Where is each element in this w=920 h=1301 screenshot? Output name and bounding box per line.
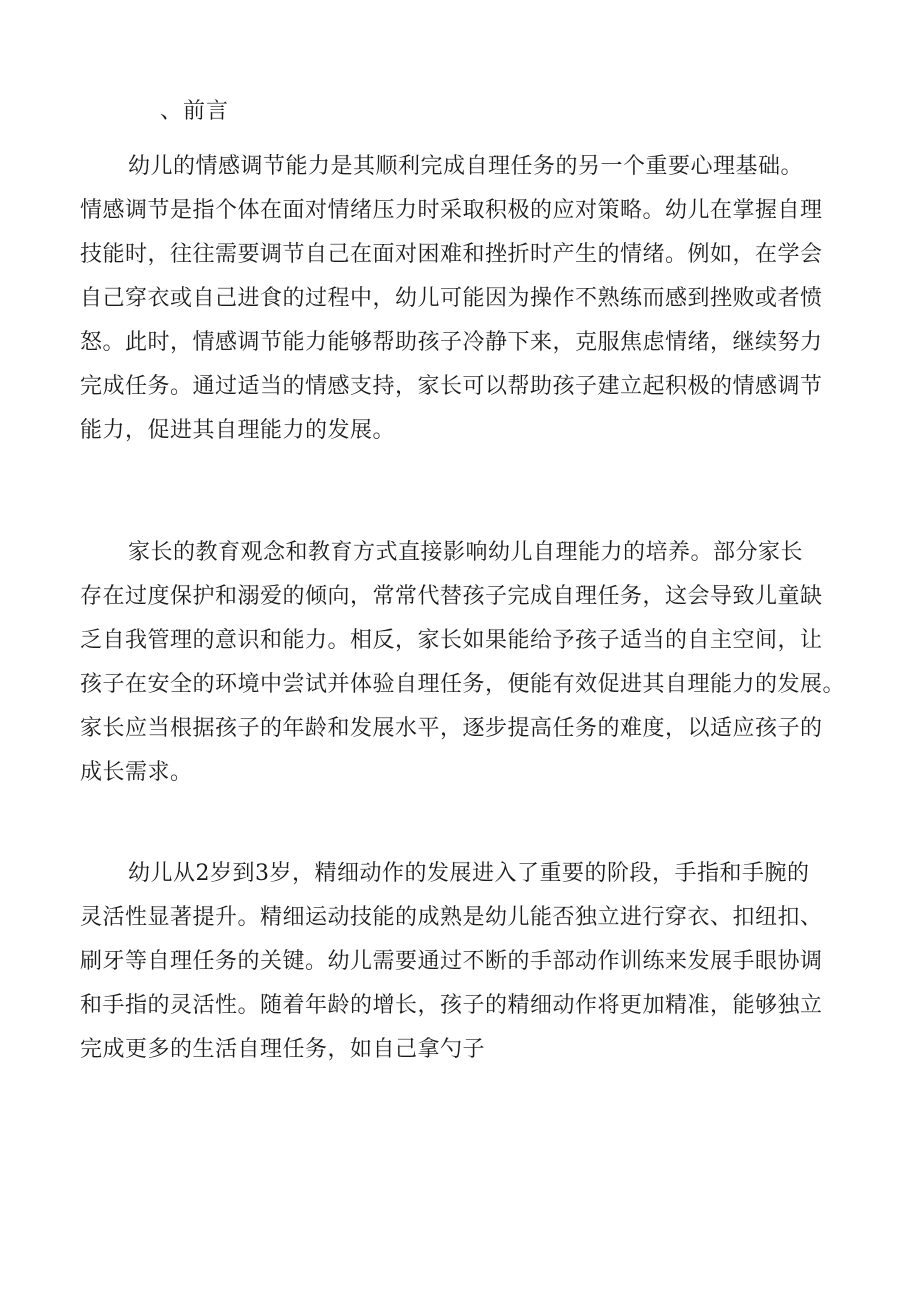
paragraph-line: 情感调节是指个体在面对情绪压力时采取积极的应对策略。幼儿在掌握自理 — [80, 198, 823, 223]
paragraph-line: 自己穿衣或自己进食的过程中，幼儿可能因为操作不熟练而感到挫败或者愤 — [80, 286, 823, 311]
paragraph-line: 刷牙等自理任务的关键。幼儿需要通过不断的手部动作训练来发展手眼协调 — [80, 949, 823, 974]
section-heading: 、前言 — [160, 99, 230, 124]
paragraph-line: 家长应当根据孩子的年龄和发展水平，逐步提高任务的难度，以适应孩子的 — [80, 716, 823, 741]
paragraph-line: 幼儿的情感调节能力是其顺利完成自理任务的另一个重要心理基础。 — [128, 154, 804, 179]
paragraph-line: 幼儿从2岁到3岁，精细动作的发展进入了重要的阶段，手指和手腕的 — [128, 861, 810, 886]
paragraph-line: 和手指的灵活性。随着年龄的增长，孩子的精细动作将更加精准，能够独立 — [80, 993, 823, 1018]
paragraph-line: 能力，促进其自理能力的发展。 — [80, 418, 396, 443]
paragraph-line: 孩子在安全的环境中尝试并体验自理任务，便能有效促进其自理能力的发展。 — [80, 672, 846, 697]
paragraph-parenting-influence — [80, 531, 845, 795]
paragraph-line: 完成更多的生活自理任务，如自己拿勺子 — [80, 1037, 486, 1062]
paragraph-line: 成长需求。 — [80, 760, 193, 785]
paragraph-line: 家长的教育观念和教育方式直接影响幼儿自理能力的培养。部分家长 — [128, 540, 804, 565]
paragraph-line: 灵活性显著提升。精细运动技能的成熟是幼儿能否独立进行穿衣、扣纽扣、 — [80, 905, 823, 930]
paragraph-emotion-regulation — [80, 145, 823, 453]
paragraph-line: 完成任务。通过适当的情感支持，家长可以帮助孩子建立起积极的情感调节 — [80, 374, 823, 399]
paragraph-line: 怒。此时，情感调节能力能够帮助孩子冷静下来，克服焦虑情绪，继续努力 — [80, 330, 823, 355]
paragraph-fine-motor — [80, 852, 823, 1072]
paragraph-line: 乏自我管理的意识和能力。相反，家长如果能给予孩子适当的自主空间，让 — [80, 628, 823, 653]
paragraph-line: 技能时，往往需要调节自己在面对困难和挫折时产生的情绪。例如，在学会 — [80, 242, 823, 267]
paragraph-line: 存在过度保护和溺爱的倾向，常常代替孩子完成自理任务，这会导致儿童缺 — [80, 584, 823, 609]
